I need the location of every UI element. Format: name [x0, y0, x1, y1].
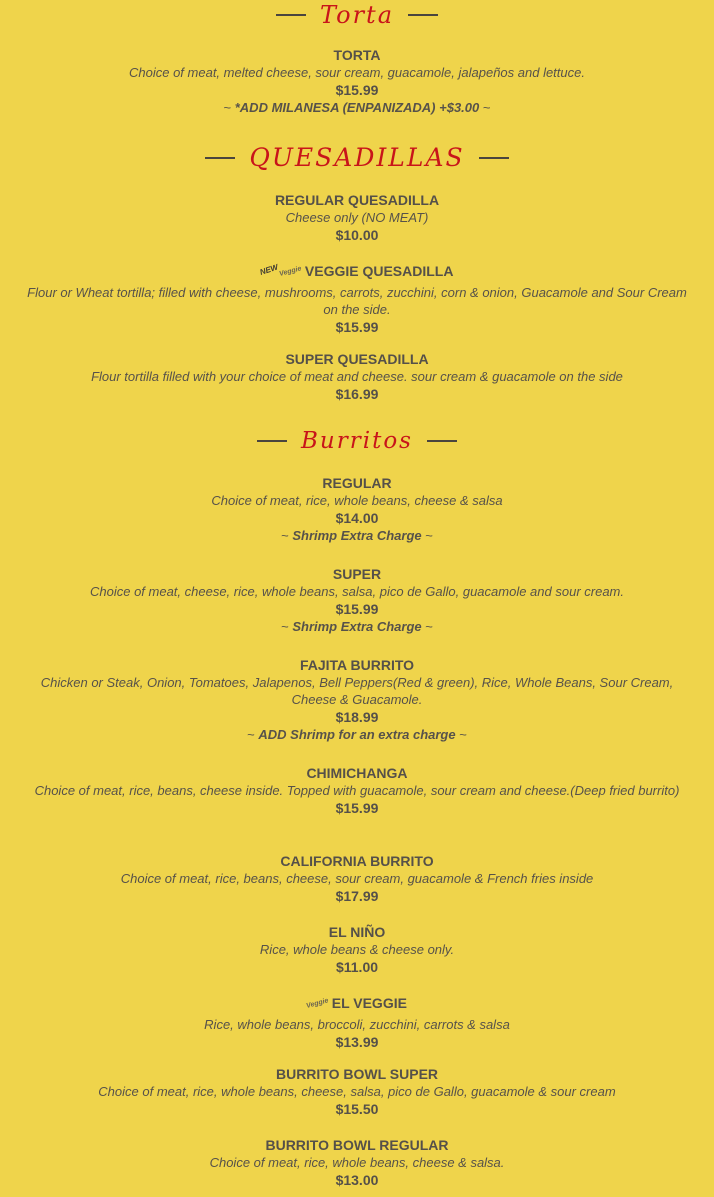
veggie-leaf-icon: Veggie: [305, 997, 330, 1010]
item-note: ~ ADD Shrimp for an extra charge ~: [247, 727, 467, 742]
menu-item-regular-quesadilla: [20, 191, 694, 244]
menu-item-fajita-burrito: [20, 656, 694, 744]
item-description: Cheese only (NO MEAT): [285, 210, 429, 225]
item-name: VEGGIE QUESADILLA: [304, 263, 454, 279]
item-name-row: [20, 262, 694, 284]
section-title-quesadillas: QUESADILLAS: [249, 143, 465, 172]
section-title-torta: Torta: [319, 1, 395, 29]
item-note: ~ Shrimp Extra Charge ~: [281, 619, 433, 634]
section-heading-quesadillas: [0, 143, 714, 173]
item-price: $15.99: [335, 601, 379, 617]
menu-item-california-burrito: [20, 852, 694, 905]
item-price: $10.00: [335, 227, 379, 243]
item-description: Rice, whole beans & cheese only.: [259, 942, 455, 957]
item-price: $15.99: [335, 800, 379, 816]
section-heading-burritos: [0, 426, 714, 456]
item-name: BURRITO BOWL REGULAR: [265, 1137, 449, 1153]
menu-item-el-nino: [20, 923, 694, 976]
heading-rule-left: [205, 157, 235, 159]
item-description: Flour or Wheat tortilla; filled with cheese, mushrooms, carrots, zucchini, corn & onion, Guacamole and Sour Cream on the side.: [27, 285, 687, 317]
item-name: BURRITO BOWL SUPER: [275, 1066, 439, 1082]
section-heading-torta: [0, 0, 714, 30]
item-name: SUPER: [332, 566, 382, 582]
menu-item-regular-burrito: [20, 474, 694, 545]
item-description: Rice, whole beans, broccoli, zucchini, carrots & salsa: [204, 1017, 510, 1032]
item-description: Flour tortilla filled with your choice of meat and cheese. sour cream & guacamole on the side: [91, 369, 623, 384]
menu-item-chimichanga: [20, 764, 694, 817]
item-name: EL VEGGIE: [331, 995, 407, 1011]
heading-rule-right: [408, 14, 438, 16]
item-description: Choice of meat, rice, whole beans, cheese & salsa: [211, 493, 503, 508]
item-description: Choice of meat, rice, beans, cheese, sour cream, guacamole & French fries inside: [120, 871, 594, 886]
menu-item-veggie-quesadilla: [20, 262, 694, 336]
veggie-leaf-icon: Veggie: [278, 265, 303, 278]
heading-rule-right: [427, 440, 457, 442]
item-description: Choice of meat, melted cheese, sour cream, guacamole, jalapeños and lettuce.: [129, 65, 585, 80]
item-name: TORTA: [333, 47, 381, 63]
item-description: Choice of meat, rice, whole beans, cheese, salsa, pico de Gallo, guacamole & sour cream: [98, 1084, 616, 1099]
item-name: REGULAR: [322, 475, 392, 491]
item-price: $13.99: [335, 1034, 379, 1050]
new-badge-icon: NEW: [258, 262, 279, 277]
menu-item-burrito-bowl-regular: [20, 1136, 694, 1189]
heading-rule-right: [479, 157, 509, 159]
item-description: Choice of meat, rice, beans, cheese inside. Topped with guacamole, sour cream and cheese.(Deep fried burrito): [34, 783, 680, 798]
item-name: FAJITA BURRITO: [299, 657, 415, 673]
menu-item-super-quesadilla: [20, 350, 694, 403]
item-price: $15.50: [335, 1101, 379, 1117]
item-name: CALIFORNIA BURRITO: [280, 853, 434, 869]
menu-item-torta: [20, 46, 694, 117]
menu-item-el-veggie: [20, 994, 694, 1051]
item-price: $15.99: [335, 319, 379, 335]
item-description: Choice of meat, rice, whole beans, cheese & salsa.: [209, 1155, 505, 1170]
item-price: $17.99: [335, 888, 379, 904]
item-note: ~ Shrimp Extra Charge ~: [281, 528, 433, 543]
item-name: SUPER QUESADILLA: [285, 351, 429, 367]
item-price: $14.00: [335, 510, 379, 526]
heading-rule-left: [276, 14, 306, 16]
item-note: ~ *ADD MILANESA (ENPANIZADA) +$3.00 ~: [223, 100, 491, 115]
menu-item-burrito-bowl-super: [20, 1065, 694, 1118]
item-name-row: [20, 994, 694, 1016]
item-price: $11.00: [335, 959, 379, 975]
item-name: EL NIÑO: [328, 924, 386, 940]
heading-rule-left: [257, 440, 287, 442]
item-name: CHIMICHANGA: [306, 765, 408, 781]
item-description: Choice of meat, cheese, rice, whole beans, salsa, pico de Gallo, guacamole and sour cream.: [89, 584, 624, 599]
menu-item-super-burrito: [20, 565, 694, 636]
section-title-burritos: Burritos: [301, 428, 413, 454]
item-price: $18.99: [335, 709, 379, 725]
item-price: $15.99: [335, 82, 379, 98]
item-price: $13.00: [335, 1172, 379, 1188]
item-price: $16.99: [335, 386, 379, 402]
item-description: Chicken or Steak, Onion, Tomatoes, Jalapenos, Bell Peppers(Red & green), Rice, Whole Beans, Sour Cream, Cheese & Guacamole.: [40, 675, 674, 707]
item-name: REGULAR QUESADILLA: [274, 192, 440, 208]
